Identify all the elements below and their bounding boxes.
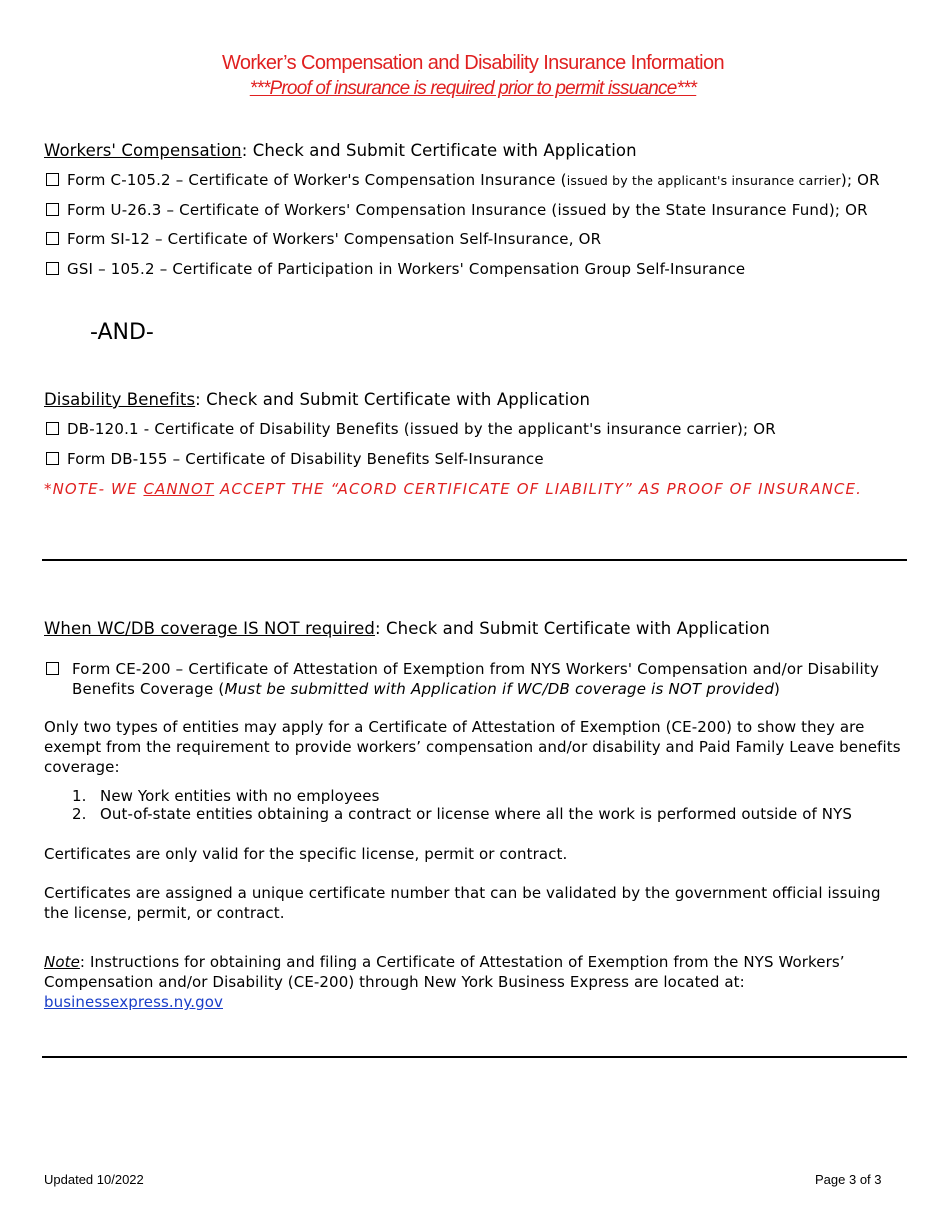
option-c105-tail: ); OR bbox=[840, 171, 880, 189]
option-ce200-text: Form CE-200 – Certificate of Attestation of Exemption from NYS Workers' Compensation and/or Disability bbox=[67, 660, 880, 678]
footer-updated: Updated 10/2022 bbox=[44, 1172, 144, 1187]
list-number: 2. bbox=[72, 805, 87, 823]
exemption-label: When WC/DB coverage IS NOT required bbox=[44, 619, 376, 638]
checkbox-si12[interactable] bbox=[46, 232, 59, 245]
document-subtitle: ***Proof of insurance is required prior to permit issuance*** bbox=[249, 78, 697, 99]
checkbox-u263[interactable] bbox=[46, 203, 59, 216]
ce200-must-submit: Must be submitted with Application if WC/DB coverage is NOT provided bbox=[224, 680, 775, 698]
workers-comp-label: Workers' Compensation bbox=[44, 141, 242, 160]
ce200-line2-pre: Benefits Coverage ( bbox=[72, 680, 225, 698]
acord-warning-post: ACCEPT THE “ACORD CERTIFICATE OF LIABILITY” AS PROOF OF INSURANCE. bbox=[214, 480, 862, 498]
instructions-note bbox=[44, 952, 904, 1012]
ce200-line2 bbox=[72, 680, 780, 698]
option-c105-small: issued by the applicant's insurance carrier bbox=[566, 173, 841, 188]
list-text: New York entities with no employees bbox=[100, 787, 380, 805]
workers-comp-option-si12 bbox=[46, 230, 601, 248]
disability-instruction: : Check and Submit Certificate with Application bbox=[195, 390, 591, 409]
checkbox-ce200[interactable] bbox=[46, 662, 59, 675]
option-si12-text: Form SI-12 – Certificate of Workers' Compensation Self-Insurance, OR bbox=[67, 230, 602, 248]
note-label: Note bbox=[44, 953, 80, 971]
note-text: : Instructions for obtaining and filing a Certificate of Attestation of Exemption from the NYS Workers’ Compensation and/or Disability (CE-200) through New York Business Express are located at: bbox=[44, 953, 845, 991]
acord-warning-cannot: CANNOT bbox=[143, 480, 215, 498]
and-separator: -AND- bbox=[90, 320, 154, 345]
option-u263-text: Form U-26.3 – Certificate of Workers' Compensation Insurance (issued by the State Insurance Fund); OR bbox=[67, 201, 868, 219]
option-gsi-text: GSI – 105.2 – Certificate of Participation in Workers' Compensation Group Self-Insurance bbox=[67, 260, 746, 278]
acord-warning-pre: *NOTE- WE bbox=[44, 480, 144, 498]
certificate-number-paragraph: Certificates are assigned a unique certificate number that can be validated by the government official issuing the license, permit, or contract. bbox=[44, 884, 881, 922]
workers-comp-instruction: : Check and Submit Certificate with Application bbox=[241, 141, 637, 160]
disability-option-db155 bbox=[46, 450, 544, 468]
document-title: Worker’s Compensation and Disability Insurance Information bbox=[221, 52, 725, 74]
option-db120-text: DB-120.1 - Certificate of Disability Benefits (issued by the applicant's insurance carrier); OR bbox=[67, 420, 776, 438]
exemption-instruction: : Check and Submit Certificate with Application bbox=[375, 619, 770, 638]
list-text: Out-of-state entities obtaining a contract or license where all the work is performed outside of NYS bbox=[100, 805, 852, 823]
footer-page-number: Page 3 of 3 bbox=[815, 1172, 882, 1187]
workers-comp-option-gsi bbox=[46, 260, 745, 278]
checkbox-db155[interactable] bbox=[46, 452, 59, 465]
option-db155-text: Form DB-155 – Certificate of Disability Benefits Self-Insurance bbox=[67, 450, 544, 468]
exemption-option-ce200 bbox=[46, 660, 879, 678]
checkbox-c105[interactable] bbox=[46, 173, 59, 186]
disability-heading bbox=[44, 390, 590, 409]
list-item bbox=[72, 787, 852, 805]
validity-paragraph: Certificates are only valid for the specific license, permit or contract. bbox=[44, 845, 568, 863]
disability-option-db120 bbox=[46, 420, 776, 438]
entities-list bbox=[72, 787, 852, 823]
disability-label: Disability Benefits bbox=[44, 390, 196, 409]
option-c105-text: Form C-105.2 – Certificate of Worker's Compensation Insurance ( bbox=[67, 171, 567, 189]
ce200-line2-post: ) bbox=[774, 680, 781, 698]
divider-top bbox=[42, 559, 907, 561]
list-number: 1. bbox=[72, 787, 87, 805]
entities-paragraph: Only two types of entities may apply for a Certificate of Attestation of Exemption (CE-200) to show they are exempt from the requirement to provide workers’ compensation and/or disability and Paid Family Leave benefits coverage: bbox=[44, 718, 901, 776]
workers-comp-option-c105 bbox=[46, 171, 880, 189]
checkbox-db120[interactable] bbox=[46, 422, 59, 435]
acord-warning bbox=[44, 480, 862, 498]
list-item bbox=[72, 805, 852, 823]
workers-comp-option-u263 bbox=[46, 201, 868, 219]
business-express-link[interactable]: businessexpress.ny.gov bbox=[44, 993, 223, 1011]
exemption-heading bbox=[44, 619, 770, 638]
workers-comp-heading bbox=[44, 141, 637, 160]
checkbox-gsi[interactable] bbox=[46, 262, 59, 275]
divider-bottom bbox=[42, 1056, 907, 1058]
